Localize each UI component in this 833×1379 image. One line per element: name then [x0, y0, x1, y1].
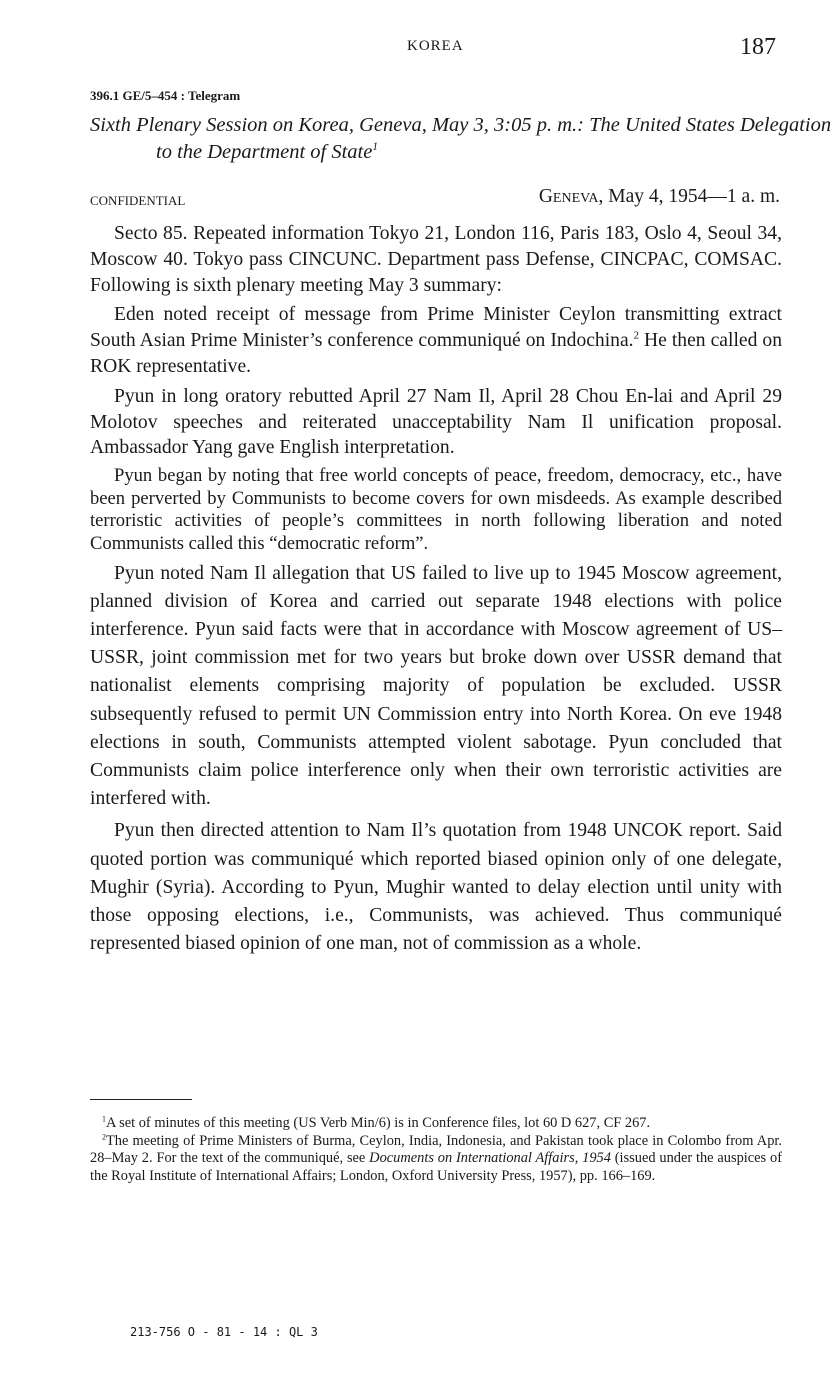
footnote-marker: 2: [102, 1131, 106, 1141]
footnote-ref-2: 2: [633, 329, 639, 342]
body-paragraph-text: He then called on ROK representative.: [90, 330, 783, 377]
print-code: 213-756 O - 81 - 14 : QL 3: [130, 1325, 318, 1339]
body-paragraph: Pyun began by noting that free world concepts of peace, freedom, democracy, etc., have been perverted by Communists to become covers for own misdeeds. As example described terroristic activities of people’s committees in north following liberation and noted Communists called this “democratic reform”.: [90, 465, 782, 554]
footnote-rule: [90, 1099, 192, 1100]
file-number: 396.1 GE/5–454 : Telegram: [90, 88, 241, 103]
footnote-citation-title: Documents on International Affairs, 1954: [369, 1150, 611, 1166]
classification-label: CONFIDENTIAL: [90, 193, 186, 208]
place-and-date: [539, 186, 780, 208]
document-title-text: Sixth Plenary Session on Korea, Geneva, May 3, 3:05 p. m.: The United States Delegation to the Department of State: [90, 114, 832, 163]
body-paragraph: Pyun then directed attention to Nam Il’s quotation from 1948 UNCOK report. Said quoted portion was communiqué which reported biased opinion only of one delegate, Mughir (Syria). According to Pyun, Mughir wanted to delay election until unity with those opposing elections, i.e., Communists, was achieved. Thus communiqué represented biased opinion of one man, not of commission as a whole.: [90, 820, 782, 955]
footnotes: [90, 1115, 782, 1185]
running-head: KOREA: [407, 38, 464, 54]
document-title: [90, 112, 833, 166]
body-paragraph: Pyun noted Nam Il allegation that US failed to live up to 1945 Moscow agreement, planned division of Korea and carried out separate 1948 elections with police interference. Pyun said facts were that in accordance with Moscow agreement of US–USSR, joint commission met for two years but broke down over USSR demand that nationalist elements comprising majority of population be excluded. USSR subsequently refused to permit UN Commission entry into North Korea. On eve 1948 elections in south, Communists attempted violent sabotage. Pyun concluded that Communists claim police interference only when their own terroristic activities are interfered with.: [90, 562, 782, 810]
footnote-text: The meeting of Prime Ministers of Burma, Ceylon, India, Indonesia, and Pakistan took place in Colombo from Apr. 28–May 2. For the text of the communiqué, see: [90, 1132, 782, 1166]
date: , May 4, 1954—1 a. m.: [598, 186, 780, 207]
place: Geneva: [538, 186, 599, 207]
footnote-ref-1: 1: [372, 141, 378, 154]
body-paragraph: [90, 302, 782, 379]
footnote-2: [90, 1133, 782, 1186]
footnote-text: A set of minutes of this meeting (US Verb Min/6) is in Conference files, lot 60 D 627, CF 267.: [105, 1115, 651, 1131]
page-number: 187: [740, 34, 776, 60]
body-paragraph: Secto 85. Repeated information Tokyo 21, London 116, Paris 183, Oslo 4, Seoul 34, Moscow 40. Tokyo pass CINCUNC. Department pass Defense, CINCPAC, COMSAC. Following is sixth plenary meeting May 3 summary:: [90, 223, 782, 296]
footnote-text: (issued under the auspices of the Royal Institute of International Affairs; London, Oxford University Press, 1957), pp. 166–169.: [90, 1150, 782, 1184]
footnote-marker: 1: [102, 1114, 106, 1124]
footnote-1: [90, 1115, 782, 1133]
body-paragraph: Pyun in long oratory rebutted April 27 Nam Il, April 28 Chou En-lai and April 29 Molotov speeches and reiterated unacceptability Nam Il unification proposal. Ambassador Yang gave English interpretation.: [90, 385, 782, 459]
telegram-body: [90, 221, 782, 958]
body-paragraph-text: Eden noted receipt of message from Prime Minister Ceylon transmitting extract South Asian Prime Minister’s conference communiqué on Indochina.: [90, 304, 782, 352]
